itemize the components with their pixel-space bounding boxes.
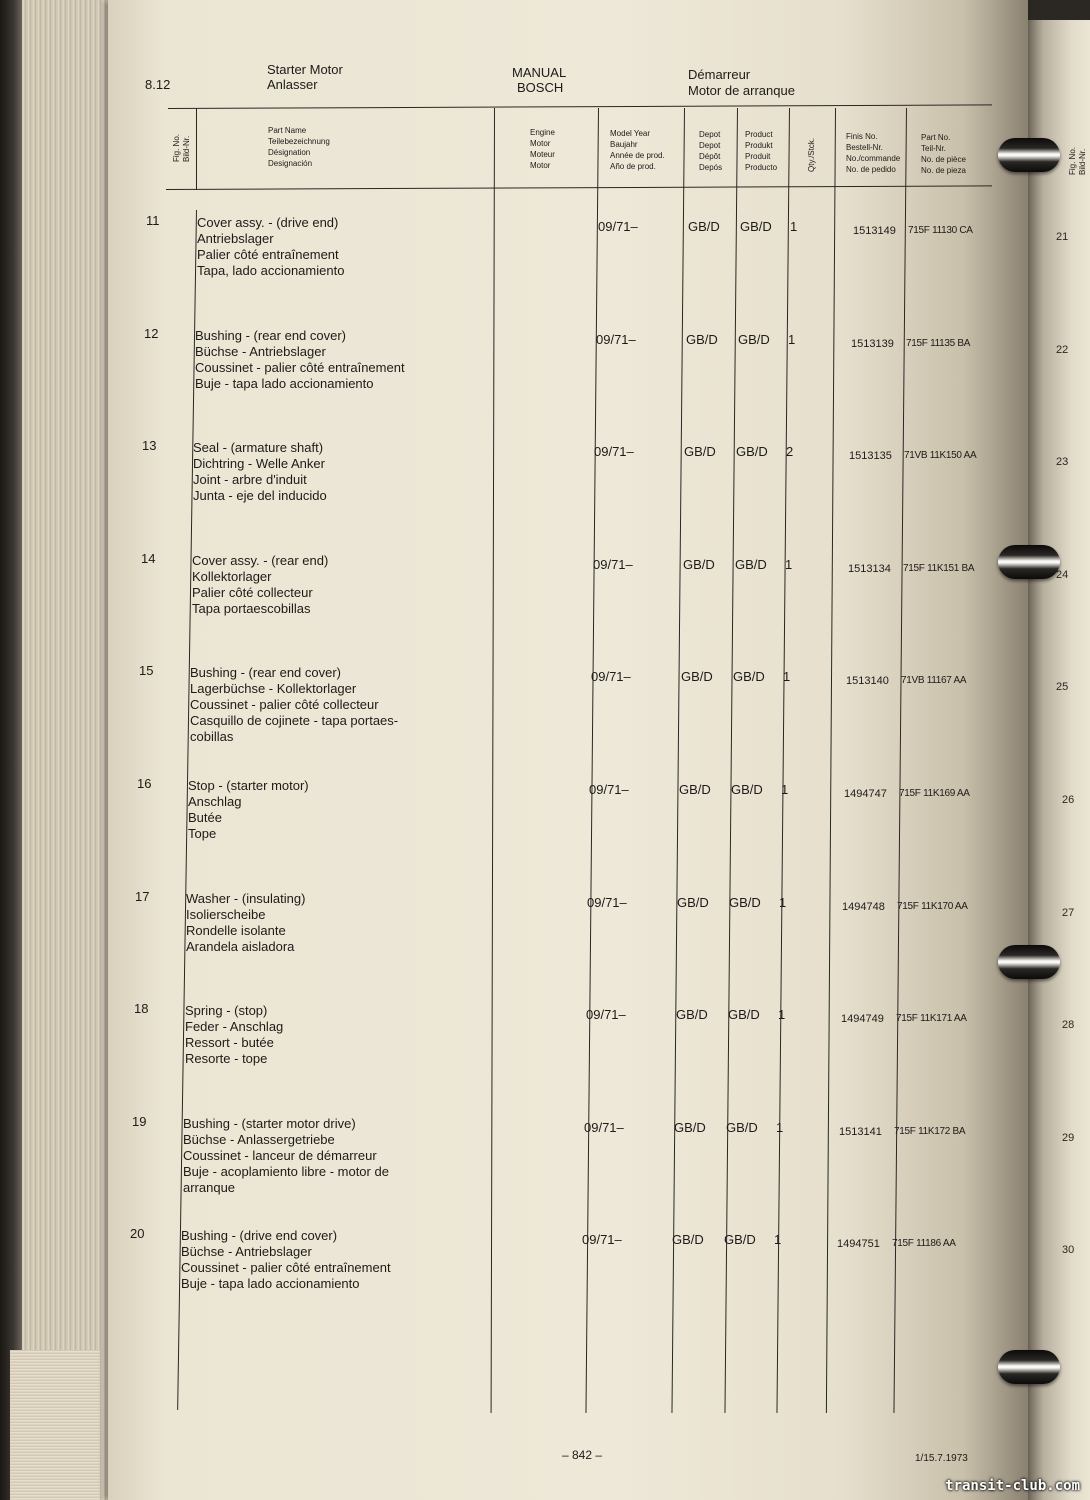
col-engine-1: Engine — [530, 128, 555, 137]
binding-edge — [0, 0, 22, 1500]
quantity: 1 — [774, 1232, 782, 1247]
product-code: GB/D — [733, 669, 765, 684]
part-name-line: Spring - (stop) — [185, 1003, 268, 1018]
part-name-block — [197, 215, 344, 279]
part-name-line: Rondelle isolante — [186, 923, 286, 938]
part-name-block — [193, 440, 327, 504]
part-name-line: Dichtring - Welle Anker — [193, 456, 325, 471]
part-name-line: Casquillo de cojinete - tapa portaes- — [190, 713, 399, 728]
part-name-line: Cover assy. - (drive end) — [197, 215, 339, 230]
finis-number: 1513135 — [849, 450, 892, 462]
part-name-line: Büchse - Antriebslager — [181, 1244, 312, 1259]
part-name-line: Seal - (armature shaft) — [193, 440, 324, 455]
part-name-line: Tapa, lado accionamiento — [197, 263, 345, 278]
binder-ring-1 — [998, 138, 1060, 172]
part-name-block — [186, 891, 305, 955]
part-name-line: Coussinet - palier côté entraînement — [195, 360, 405, 375]
quantity: 1 — [779, 895, 787, 910]
part-name-line: Palier côté entraînement — [197, 247, 339, 262]
model-year: 09/71– — [591, 669, 631, 684]
col-finis-1: Finis No. — [846, 132, 878, 141]
col-qty: Qty./Stck. — [807, 137, 816, 172]
binder-ring-4 — [998, 1350, 1060, 1384]
part-name-block — [183, 1116, 389, 1196]
part-name-line: Coussinet - lanceur de démarreur — [183, 1148, 377, 1163]
part-name-line: Coussinet - palier côté collecteur — [190, 697, 379, 712]
next-page-fig-number: 23 — [1056, 456, 1069, 468]
next-page-fig-number: 25 — [1056, 681, 1069, 693]
quantity: 1 — [776, 1120, 784, 1135]
part-name-line: Kollektorlager — [192, 569, 272, 584]
model-year: 09/71– — [596, 332, 636, 347]
part-number: 715F 11K170 AA — [897, 901, 968, 912]
next-page-fig-number: 21 — [1056, 231, 1069, 243]
product-code: GB/D — [735, 557, 767, 572]
part-number: 715F 11186 AA — [892, 1238, 956, 1249]
col-depot-4: Depós — [699, 163, 723, 172]
next-page-fig-number: 28 — [1062, 1019, 1075, 1031]
part-name-line: Coussinet - palier côté entraînement — [181, 1260, 391, 1275]
quantity: 1 — [785, 557, 793, 572]
depot-code: GB/D — [686, 332, 718, 347]
product-code: GB/D — [740, 219, 772, 234]
model-year: 09/71– — [584, 1120, 624, 1135]
part-name-line: Washer - (insulating) — [186, 891, 306, 906]
model-year: 09/71– — [593, 557, 633, 572]
col-depot-3: Dépôt — [699, 152, 721, 161]
fig-number: 19 — [132, 1114, 147, 1129]
col-finis-2: Bestell-Nr. — [846, 143, 883, 152]
model-year: 09/71– — [586, 1007, 626, 1022]
rule-fig-header — [196, 108, 197, 190]
part-name-line: Bushing - (drive end cover) — [181, 1228, 338, 1243]
col-partname-1: Part Name — [268, 126, 307, 135]
model-year: 09/71– — [598, 219, 638, 234]
next-page-fig-number: 30 — [1062, 1244, 1075, 1256]
part-name-block — [192, 553, 328, 617]
col-product-3: Produit — [745, 152, 771, 161]
depot-code: GB/D — [683, 557, 715, 572]
part-name-block — [195, 328, 405, 392]
col-fig-line2: Bild-Nr. — [182, 135, 191, 162]
depot-code: GB/D — [674, 1120, 706, 1135]
part-number: 71VB 11167 AA — [901, 675, 967, 686]
col-year-1: Model Year — [610, 129, 651, 138]
finis-number: 1513149 — [853, 225, 896, 237]
part-number: 715F 11130 CA — [908, 225, 973, 236]
part-name-line: Büchse - Anlassergetriebe — [183, 1132, 335, 1147]
manual-label: MANUAL — [512, 65, 567, 80]
make-label: BOSCH — [517, 80, 564, 95]
quantity: 2 — [786, 444, 794, 459]
part-name-line: Buje - acoplamiento libre - motor de — [183, 1164, 389, 1179]
part-name-line: Stop - (starter motor) — [188, 778, 309, 793]
part-name-block — [185, 1003, 283, 1067]
part-number: 715F 11K171 AA — [896, 1013, 967, 1024]
part-name-block — [190, 665, 398, 745]
part-name-line: Palier côté collecteur — [192, 585, 313, 600]
fig-number: 16 — [137, 776, 152, 791]
quantity: 1 — [781, 782, 789, 797]
part-name-line: Cover assy. - (rear end) — [192, 553, 329, 568]
fig-number: 17 — [135, 889, 150, 904]
part-number: 715F 11K169 AA — [899, 788, 970, 799]
col-year-4: Año de prod. — [610, 162, 656, 171]
part-name-line: Feder - Anschlag — [185, 1019, 284, 1034]
quantity: 1 — [788, 332, 796, 347]
next-page-fig-number: 26 — [1062, 794, 1075, 806]
col-partno-2: Teil-Nr. — [921, 144, 946, 153]
depot-code: GB/D — [672, 1232, 704, 1247]
quantity: 1 — [790, 219, 798, 234]
part-name-line: Buje - tapa lado accionamiento — [181, 1276, 360, 1291]
part-name-line: Junta - eje del inducido — [193, 488, 327, 503]
depot-code: GB/D — [677, 895, 709, 910]
part-name-line: arranque — [183, 1180, 236, 1195]
col-partname-2: Teilebezeichnung — [268, 137, 330, 146]
part-number: 71VB 11K150 AA — [904, 450, 977, 461]
next-page-fig-header-2: Bild-Nr. — [1078, 148, 1087, 175]
product-code: GB/D — [724, 1232, 756, 1247]
next-page-fig-number: 24 — [1056, 569, 1069, 581]
col-year-2: Baujahr — [610, 140, 638, 149]
next-page-fig-number: 27 — [1062, 907, 1075, 919]
col-product-1: Product — [745, 130, 773, 139]
model-year: 09/71– — [589, 782, 629, 797]
product-code: GB/D — [736, 444, 768, 459]
col-partno-1: Part No. — [921, 133, 951, 142]
col-product-4: Producto — [745, 163, 778, 172]
section-number: 8.12 — [145, 77, 171, 92]
finis-number: 1513139 — [851, 338, 894, 350]
next-page-fig-number: 29 — [1062, 1132, 1075, 1144]
part-name-line: Bushing - (starter motor drive) — [183, 1116, 356, 1131]
page-number: – 842 – — [562, 1448, 603, 1462]
finis-number: 1494751 — [837, 1238, 880, 1250]
part-name-block — [188, 778, 309, 842]
fig-number: 20 — [130, 1226, 145, 1241]
title-english: Starter Motor — [267, 62, 343, 77]
part-name-line: Anschlag — [188, 794, 242, 809]
part-name-line: Butée — [188, 810, 222, 825]
model-year: 09/71– — [587, 895, 627, 910]
finis-number: 1494749 — [841, 1013, 884, 1025]
binder-ring-2 — [998, 545, 1060, 579]
col-depot-1: Depot — [699, 130, 721, 139]
quantity: 1 — [783, 669, 791, 684]
col-fig-line1: Fig. No. — [172, 133, 181, 162]
part-name-block — [181, 1228, 391, 1292]
fig-number: 18 — [134, 1001, 149, 1016]
product-code: GB/D — [728, 1007, 760, 1022]
product-code: GB/D — [726, 1120, 758, 1135]
model-year: 09/71– — [594, 444, 634, 459]
part-name-line: cobillas — [190, 729, 234, 744]
finis-number: 1513134 — [848, 563, 891, 575]
depot-code: GB/D — [676, 1007, 708, 1022]
fig-number: 12 — [144, 326, 159, 341]
title-german: Anlasser — [267, 77, 318, 92]
col-finis-3: No./commande — [846, 154, 901, 163]
part-name-line: Isolierscheibe — [186, 907, 266, 922]
part-name-line: Ressort - butée — [185, 1035, 274, 1050]
col-partno-4: No. de pieza — [921, 166, 966, 175]
depot-code: GB/D — [681, 669, 713, 684]
part-name-line: Resorte - tope — [185, 1051, 268, 1066]
part-name-line: Joint - arbre d'induit — [193, 472, 307, 487]
product-code: GB/D — [731, 782, 763, 797]
part-name-line: Lagerbüchse - Kollektorlager — [190, 681, 357, 696]
page-stack-edges — [22, 0, 117, 1500]
quantity: 1 — [778, 1007, 786, 1022]
finis-number: 1513141 — [839, 1126, 882, 1138]
part-name-line: Büchse - Antriebslager — [195, 344, 326, 359]
finis-number: 1513140 — [846, 675, 889, 687]
col-depot-2: Depot — [699, 141, 721, 150]
finis-number: 1494747 — [844, 788, 887, 800]
part-number: 715F 11K151 BA — [903, 563, 975, 574]
part-name-line: Antriebslager — [197, 231, 274, 246]
title-french: Démarreur — [688, 67, 751, 82]
part-name-line: Tapa portaescobillas — [192, 601, 311, 616]
part-name-line: Bushing - (rear end cover) — [190, 665, 342, 680]
part-name-line: Tope — [188, 826, 217, 841]
col-partno-3: No. de pièce — [921, 155, 966, 164]
col-year-3: Année de prod. — [610, 151, 665, 160]
col-engine-2: Motor — [530, 139, 551, 148]
col-finis-4: No. de pedido — [846, 165, 896, 174]
part-number: 715F 11135 BA — [906, 338, 971, 349]
finis-number: 1494748 — [842, 901, 885, 913]
fig-number: 11 — [146, 213, 160, 228]
next-page-fig-header-1: Fig. No. — [1068, 146, 1077, 175]
col-engine-3: Moteur — [530, 150, 555, 159]
part-name-line: Arandela aisladora — [186, 939, 295, 954]
binder-ring-3 — [998, 945, 1060, 979]
col-engine-4: Motor — [530, 161, 551, 170]
next-page-fig-number: 22 — [1056, 344, 1069, 356]
print-date: 1/15.7.1973 — [915, 1453, 968, 1464]
col-product-2: Produkt — [745, 141, 773, 150]
part-name-line: Bushing - (rear end cover) — [195, 328, 347, 343]
model-year: 09/71– — [582, 1232, 622, 1247]
product-code: GB/D — [729, 895, 761, 910]
fig-number: 13 — [142, 438, 157, 453]
product-code: GB/D — [738, 332, 770, 347]
depot-code: GB/D — [688, 219, 720, 234]
page-stack-bottom — [10, 1350, 100, 1500]
fig-number: 15 — [139, 663, 154, 678]
col-partname-4: Designación — [268, 159, 313, 168]
col-partname-3: Désignation — [268, 148, 311, 157]
title-spanish: Motor de arranque — [688, 83, 795, 98]
part-number: 715F 11K172 BA — [894, 1126, 966, 1137]
fig-number: 14 — [141, 551, 156, 566]
site-watermark: transit-club.com — [945, 1478, 1080, 1494]
depot-code: GB/D — [679, 782, 711, 797]
part-name-line: Buje - tapa lado accionamiento — [195, 376, 374, 391]
depot-code: GB/D — [684, 444, 716, 459]
